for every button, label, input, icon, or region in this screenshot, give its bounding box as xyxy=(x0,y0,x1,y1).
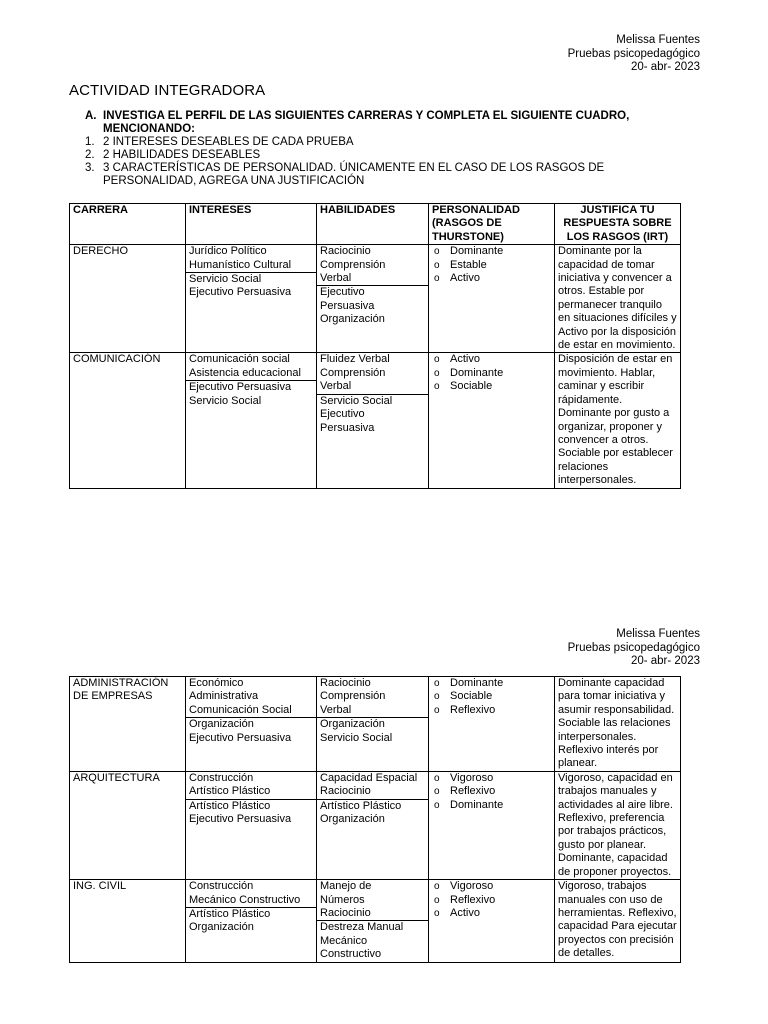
course-name: Pruebas psicopedagógico xyxy=(567,641,700,654)
trait-label: Sociable xyxy=(450,690,493,703)
interests-cell xyxy=(186,771,317,879)
interests-line: Comunicación social xyxy=(189,353,290,366)
interests-line: Construcción xyxy=(189,771,254,784)
interests-line: Artístico Plástico xyxy=(189,785,271,798)
skills-line: Manejo de xyxy=(320,880,372,893)
author-name: Melissa Fuentes xyxy=(616,34,700,46)
skills-cell xyxy=(317,245,429,353)
table-row xyxy=(70,677,681,772)
author-name: Melissa Fuentes xyxy=(616,628,700,640)
table-body xyxy=(70,677,681,963)
instructions xyxy=(85,110,685,188)
skills-line: Verbal xyxy=(320,272,352,285)
skills-line: Ejecutivo xyxy=(320,286,365,299)
table-row xyxy=(70,771,681,879)
trait-item xyxy=(432,677,551,690)
trait-label: Activo xyxy=(450,353,480,366)
interests-line: Jurídico Político xyxy=(189,245,267,258)
interests-line: Servicio Social xyxy=(189,394,262,407)
interests-group xyxy=(186,272,316,300)
instruction-item xyxy=(85,162,685,188)
interests-line: Organización xyxy=(189,718,254,731)
trait-item xyxy=(432,894,551,907)
traits-cell xyxy=(429,245,555,353)
interests-group xyxy=(186,717,316,745)
career-cell: COMUNICACIÓN xyxy=(70,353,186,488)
skills-cell xyxy=(317,880,429,962)
trait-item xyxy=(432,380,551,393)
trait-label: Reflexivo xyxy=(450,893,496,906)
career-cell: ADMINISTRACIÓN DE EMPRESAS xyxy=(70,677,186,772)
careers-table-page-1 xyxy=(69,203,681,489)
trait-item xyxy=(432,880,551,893)
interests-line: Asistencia educacional xyxy=(189,366,301,379)
bullet-icon: o xyxy=(434,786,440,798)
skills-group xyxy=(317,920,428,961)
skills-line: Raciocinio xyxy=(320,906,371,919)
trait-item xyxy=(432,367,551,380)
trait-label: Sociable xyxy=(450,380,493,393)
skills-group xyxy=(320,245,425,285)
skills-line: Destreza Manual xyxy=(320,921,404,934)
bullet-icon: o xyxy=(434,894,440,906)
skills-line: Raciocinio xyxy=(320,677,371,689)
trait-label: Activo xyxy=(450,272,480,285)
trait-label: Activo xyxy=(450,906,480,919)
table-row xyxy=(70,245,681,353)
table-header-row xyxy=(70,204,681,245)
interests-line: Artístico Plástico xyxy=(189,907,271,920)
justification-cell: Dominante por la capacidad de tomar iniciativa y convencer a otros. Estable por permanecer tranquilo en situaciones difíciles y Activo por la disposición de estar en movimiento. xyxy=(555,245,681,353)
skills-line: Verbal xyxy=(320,380,352,393)
interests-group xyxy=(186,380,316,408)
interests-line: Ejecutivo Persuasiva xyxy=(189,286,292,299)
skills-line: Artístico Plástico xyxy=(320,799,402,812)
bullet-icon: o xyxy=(434,704,440,716)
skills-group xyxy=(317,717,428,745)
table-row xyxy=(70,353,681,488)
interests-line: Ejecutivo Persuasiva xyxy=(189,731,292,744)
trait-item xyxy=(432,799,551,812)
header-justification: JUSTIFICA TU RESPUESTA SOBRE LOS RASGOS (IRT) xyxy=(555,204,681,245)
justification-cell: Dominante capacidad para tomar iniciativa y asumir responsabilidad. Sociable las relaciones interpersonales. Reflexivo interés por planear. xyxy=(555,677,681,772)
career-cell: ARQUITECTURA xyxy=(70,771,186,879)
skills-cell xyxy=(317,677,429,772)
skills-line: Organización xyxy=(320,718,385,731)
bullet-icon: o xyxy=(434,881,440,893)
interests-line: Artístico Plástico xyxy=(189,799,271,812)
skills-group xyxy=(320,677,425,717)
interests-group xyxy=(186,799,316,827)
interests-group xyxy=(186,907,316,935)
skills-line: Constructivo xyxy=(320,948,382,961)
header-skills: HABILIDADES xyxy=(317,204,429,245)
interests-group xyxy=(189,880,313,907)
skills-group xyxy=(320,353,425,393)
interests-line: Comunicación Social xyxy=(189,703,292,716)
trait-item xyxy=(432,907,551,920)
header-interests: INTERESES xyxy=(186,204,317,245)
justification-cell: Vigoroso, capacidad en trabajos manuales y actividades al aire libre. Reflexivo, preferencia por trabajos prácticos, gusto por planear. Dominante, capacidad de proponer proyectos. xyxy=(555,771,681,879)
trait-label: Dominante xyxy=(450,677,504,689)
item-text: 3 CARACTERÍSTICAS DE PERSONALIDAD. ÚNICAMENTE EN EL CASO DE LOS RASGOS DE PERSONALIDAD, AGREGA UNA JUSTIFICACIÓN xyxy=(103,162,605,187)
instruction-label: A. xyxy=(85,110,97,122)
skills-line: Números xyxy=(320,893,365,906)
skills-cell xyxy=(317,771,429,879)
interests-group xyxy=(189,677,313,717)
skills-line: Persuasiva xyxy=(320,421,375,434)
interests-line: Construcción xyxy=(189,880,254,893)
page-header xyxy=(568,34,700,75)
instruction-item xyxy=(85,136,685,149)
header-career: CARRERA xyxy=(70,204,186,245)
trait-label: Dominante xyxy=(450,245,504,258)
item-text: 2 HABILIDADES DESEABLES xyxy=(103,149,261,161)
trait-item xyxy=(432,272,551,285)
header-personality: PERSONALIDAD (RASGOS DE THURSTONE) xyxy=(429,204,555,245)
skills-line: Raciocinio xyxy=(320,245,371,258)
skills-line: Verbal xyxy=(320,703,352,716)
bullet-icon: o xyxy=(434,678,440,689)
trait-item xyxy=(432,259,551,272)
skills-group xyxy=(317,394,428,435)
justification-cell: Vigoroso, trabajos manuales con uso de herramientas. Reflexivo, capacidad Para ejecutar proyectos con precisión de detalles. xyxy=(555,880,681,962)
trait-item xyxy=(432,690,551,703)
bullet-icon: o xyxy=(434,907,440,919)
date: 20- abr- 2023 xyxy=(630,61,700,73)
skills-group xyxy=(317,285,428,326)
bullet-icon: o xyxy=(434,799,440,811)
skills-line: Capacidad Espacial xyxy=(320,771,418,784)
trait-label: Dominante xyxy=(450,798,504,811)
skills-line: Raciocinio xyxy=(320,785,371,798)
bullet-icon: o xyxy=(434,691,440,703)
skills-line: Organización xyxy=(320,813,385,826)
trait-item xyxy=(432,704,551,717)
bullet-icon: o xyxy=(434,246,440,258)
interests-line: Económico xyxy=(189,677,244,689)
traits-cell xyxy=(429,880,555,962)
bullet-icon: o xyxy=(434,273,440,285)
item-number: 2. xyxy=(85,149,95,161)
skills-line: Comprensión xyxy=(320,366,386,379)
interests-line: Humanístico Cultural xyxy=(189,258,292,271)
bullet-icon: o xyxy=(434,772,440,784)
skills-cell xyxy=(317,353,429,488)
skills-line: Comprensión xyxy=(320,258,386,271)
trait-label: Dominante xyxy=(450,366,504,379)
careers-table-page-2 xyxy=(69,676,681,963)
item-number: 3. xyxy=(85,162,95,174)
career-cell: ING. CIVIL xyxy=(70,880,186,962)
item-number: 1. xyxy=(85,136,95,148)
bullet-icon: o xyxy=(434,354,440,366)
career-cell: DERECHO xyxy=(70,245,186,353)
interests-line: Administrativa xyxy=(189,690,259,703)
table-row xyxy=(70,880,681,962)
skills-line: Persuasiva xyxy=(320,299,375,312)
table-body xyxy=(70,245,681,488)
interests-cell xyxy=(186,677,317,772)
interests-cell xyxy=(186,353,317,488)
instruction-item xyxy=(85,149,685,162)
interests-cell xyxy=(186,880,317,962)
trait-label: Vigoroso xyxy=(450,771,494,784)
justification-cell: Disposición de estar en movimiento. Hablar, caminar y escribir rápidamente. Dominante por gusto a organizar, proponer y convencer a otros. Sociable por establecer relaciones interpersonales. xyxy=(555,353,681,488)
interests-line: Ejecutivo Persuasiva xyxy=(189,381,292,394)
skills-group xyxy=(320,772,425,799)
trait-item xyxy=(432,353,551,366)
trait-label: Vigoroso xyxy=(450,880,494,893)
skills-line: Servicio Social xyxy=(320,731,393,744)
trait-item xyxy=(432,245,551,258)
skills-line: Organización xyxy=(320,313,385,326)
instruction-list xyxy=(85,136,685,188)
traits-cell xyxy=(429,771,555,879)
page-header-2 xyxy=(568,628,700,669)
skills-line: Comprensión xyxy=(320,690,386,703)
skills-line: Mecánico xyxy=(320,934,368,947)
interests-line: Servicio Social xyxy=(189,273,262,286)
skills-line: Servicio Social xyxy=(320,394,393,407)
date: 20- abr- 2023 xyxy=(630,655,700,667)
item-text: 2 INTERESES DESEABLES DE CADA PRUEBA xyxy=(103,136,354,148)
bullet-icon: o xyxy=(434,367,440,379)
bullet-icon: o xyxy=(434,381,440,393)
interests-group xyxy=(189,353,313,380)
trait-label: Reflexivo xyxy=(450,703,496,716)
trait-label: Reflexivo xyxy=(450,785,496,798)
traits-cell xyxy=(429,677,555,772)
instruction-text: INVESTIGA EL PERFIL DE LAS SIGUIENTES CARRERAS Y COMPLETA EL SIGUIENTE CUADRO, MENCIONANDO: xyxy=(103,110,630,135)
instruction-lead xyxy=(85,110,685,136)
page-title: ACTIVIDAD INTEGRADORA xyxy=(69,82,266,99)
traits-cell xyxy=(429,353,555,488)
trait-label: Estable xyxy=(450,258,487,271)
interests-group xyxy=(189,245,313,272)
skills-group xyxy=(317,799,428,827)
bullet-icon: o xyxy=(434,259,440,271)
skills-line: Ejecutivo xyxy=(320,408,365,421)
interests-line: Organización xyxy=(189,921,254,934)
interests-line: Ejecutivo Persuasiva xyxy=(189,813,292,826)
trait-item xyxy=(432,785,551,798)
skills-group xyxy=(320,880,425,920)
course-name: Pruebas psicopedagógico xyxy=(567,47,700,60)
interests-group xyxy=(189,772,313,799)
interests-cell xyxy=(186,245,317,353)
trait-item xyxy=(432,772,551,785)
interests-line: Mecánico Constructivo xyxy=(189,893,301,906)
skills-line: Fluidez Verbal xyxy=(320,353,390,366)
